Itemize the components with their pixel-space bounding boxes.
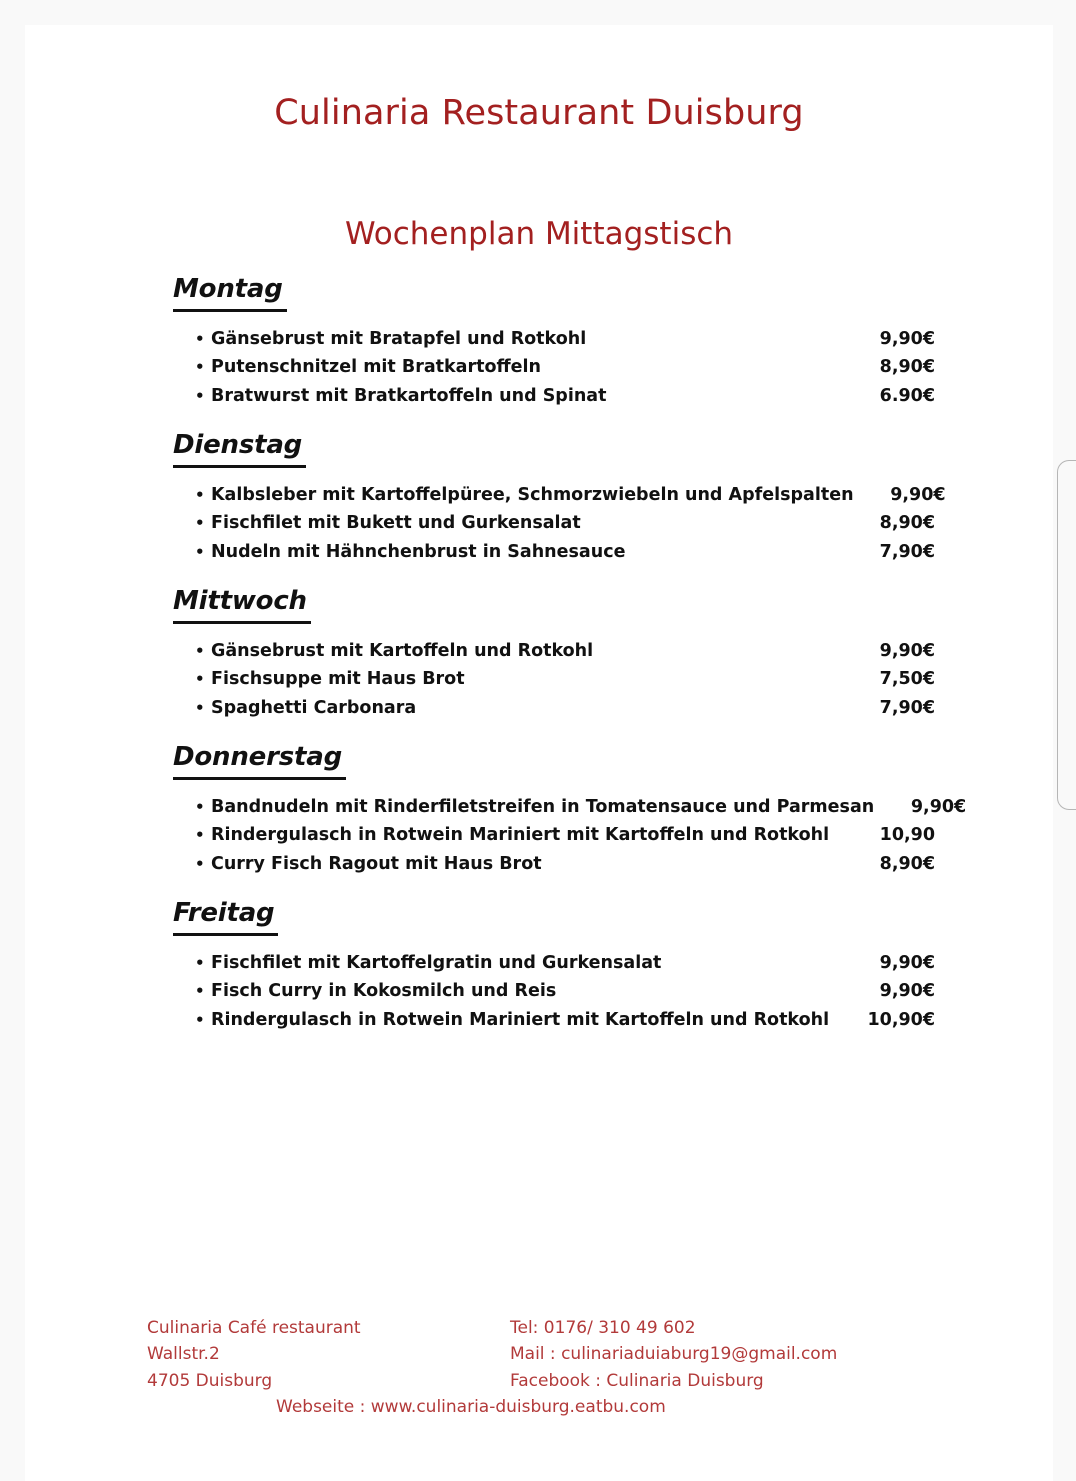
dish-row xyxy=(173,978,935,1007)
dish-name: Fischfilet mit Kartoffelgratin und Gurkensalat xyxy=(211,952,662,973)
dish-price: 9,90€ xyxy=(879,981,935,1001)
dish-price: 7,90€ xyxy=(879,697,935,718)
vertical-scrollbar-thumb[interactable] xyxy=(1057,460,1076,810)
dish-name: Rindergulasch in Rotwein Mariniert mit Kartoffeln und Rotkohl xyxy=(211,825,830,845)
bullet-dot-icon: • xyxy=(195,358,205,376)
dish-row xyxy=(173,482,946,511)
bullet-dot-icon: • xyxy=(195,386,205,405)
dish-row xyxy=(173,950,935,979)
day-block xyxy=(173,897,935,1035)
weekly-menu xyxy=(173,273,967,1039)
dish-price: 9,90€ xyxy=(910,796,967,817)
dish-price: 10,90 xyxy=(879,825,935,845)
dish-name: Fischsuppe mit Haus Brot xyxy=(211,669,465,689)
dish-row xyxy=(173,1007,935,1036)
dish-row xyxy=(173,354,935,383)
dish-name: Fisch Curry in Kokosmilch und Reis xyxy=(211,981,557,1001)
dish-price: 9,90€ xyxy=(879,640,935,661)
day-block xyxy=(173,429,946,567)
footer-phone[interactable]: Tel: 0176/ 310 49 602 xyxy=(510,1318,696,1338)
dish-list xyxy=(173,794,967,880)
dish-name: Putenschnitzel mit Bratkartoffeln xyxy=(211,357,541,377)
footer-contact-column xyxy=(505,1315,1053,1394)
day-heading: Donnerstag xyxy=(173,741,346,780)
bullet-dot-icon: • xyxy=(195,542,205,561)
footer-website[interactable]: Webseite : www.culinaria-duisburg.eatbu.com xyxy=(276,1397,666,1418)
dish-row xyxy=(173,638,935,667)
dish-name: Rindergulasch in Rotwein Mariniert mit Kartoffeln und Rotkohl xyxy=(211,1009,830,1030)
bullet-dot-icon: • xyxy=(195,329,205,348)
bullet-dot-icon: • xyxy=(195,698,205,717)
bullet-dot-icon: • xyxy=(195,826,205,844)
dish-row xyxy=(173,794,967,823)
dish-name: Fischfilet mit Bukett und Gurkensalat xyxy=(211,513,581,533)
dish-price: 8,90€ xyxy=(879,357,935,377)
dish-name: Kalbsleber mit Kartoffelpüree, Schmorzwiebeln und Apfelspalten xyxy=(211,484,854,505)
dish-row xyxy=(173,666,935,695)
dish-name: Nudeln mit Hähnchenbrust in Sahnesauce xyxy=(211,541,626,562)
dish-price: 9,90€ xyxy=(879,952,935,973)
day-block xyxy=(173,741,967,879)
footer-facebook[interactable]: Facebook : Culinaria Duisburg xyxy=(510,1370,764,1391)
day-heading: Freitag xyxy=(173,897,278,936)
dish-row xyxy=(173,851,935,880)
footer xyxy=(25,1315,1053,1420)
footer-street: Wallstr.2 xyxy=(147,1344,220,1365)
dish-name: Bandnudeln mit Rinderfiletstreifen in Tomatensauce und Parmesan xyxy=(211,796,875,817)
dish-row xyxy=(173,326,935,355)
dish-price: 8,90€ xyxy=(879,513,935,533)
dish-row xyxy=(173,383,935,412)
dish-row xyxy=(173,510,935,539)
bullet-dot-icon: • xyxy=(195,514,205,532)
dish-price: 8,90€ xyxy=(879,853,935,874)
bullet-dot-icon: • xyxy=(195,854,205,873)
dish-name: Gänsebrust mit Kartoffeln und Rotkohl xyxy=(211,640,594,661)
day-heading: Montag xyxy=(173,273,287,312)
bullet-dot-icon: • xyxy=(195,797,205,816)
dish-name: Bratwurst mit Bratkartoffeln und Spinat xyxy=(211,385,607,406)
footer-city: 4705 Duisburg xyxy=(147,1370,273,1391)
footer-address-column xyxy=(25,1315,505,1394)
dish-name: Curry Fisch Ragout mit Haus Brot xyxy=(211,853,542,874)
dish-row xyxy=(173,695,935,724)
bullet-dot-icon: • xyxy=(195,670,205,688)
footer-business-name: Culinaria Café restaurant xyxy=(147,1318,361,1338)
dish-list xyxy=(173,950,935,1036)
dish-row xyxy=(173,822,935,851)
page-title: Culinaria Restaurant Duisburg xyxy=(274,93,804,133)
document-page xyxy=(25,25,1053,1481)
dish-row xyxy=(173,539,935,568)
bullet-dot-icon: • xyxy=(195,953,205,972)
dish-name: Spaghetti Carbonara xyxy=(211,697,417,718)
day-block xyxy=(173,273,935,411)
dish-price: 9,90€ xyxy=(879,328,935,349)
dish-price: 9,90€ xyxy=(890,484,946,505)
dish-list xyxy=(173,638,935,724)
bullet-dot-icon: • xyxy=(195,1010,205,1029)
bullet-dot-icon: • xyxy=(195,485,205,504)
day-heading: Mittwoch xyxy=(173,585,311,624)
dish-price: 6.90€ xyxy=(879,385,935,406)
dish-name: Gänsebrust mit Bratapfel und Rotkohl xyxy=(211,328,587,349)
day-block xyxy=(173,585,935,723)
footer-columns xyxy=(25,1315,1053,1394)
page-subtitle: Wochenplan Mittagstisch xyxy=(344,216,734,252)
dish-list xyxy=(173,482,946,568)
dish-price: 7,50€ xyxy=(879,669,935,689)
bullet-dot-icon: • xyxy=(195,641,205,660)
dish-list xyxy=(173,326,935,412)
bullet-dot-icon: • xyxy=(195,982,205,1000)
footer-email[interactable]: Mail : culinariaduiaburg19@gmail.com xyxy=(510,1344,838,1365)
day-heading: Dienstag xyxy=(173,429,306,468)
dish-price: 7,90€ xyxy=(879,541,935,562)
dish-price: 10,90€ xyxy=(867,1009,935,1030)
